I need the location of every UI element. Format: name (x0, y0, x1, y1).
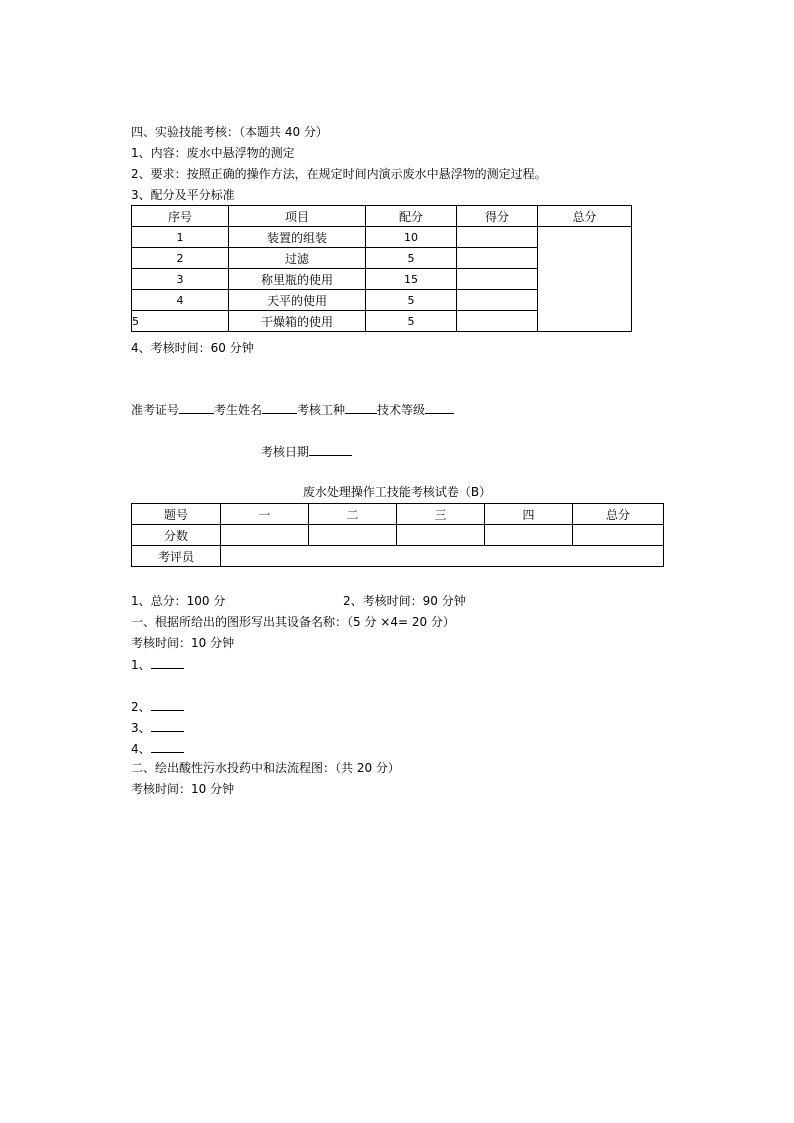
row-points: 10 (366, 227, 457, 248)
header-points: 配分 (366, 206, 457, 227)
answer-blank[interactable] (151, 656, 184, 669)
q1-blank-4 (131, 740, 184, 757)
row-seq: 1 (132, 227, 229, 248)
score-cell (573, 525, 664, 546)
row-item: 装置的组装 (229, 227, 366, 248)
row-grader-label: 考评员 (132, 546, 221, 567)
header-question-no: 题号 (132, 504, 221, 525)
name-label: 考生姓名 (214, 403, 263, 417)
score-cell (221, 525, 309, 546)
grade-blank[interactable] (425, 401, 454, 414)
header-total: 总分 (573, 504, 664, 525)
row-item: 干燥箱的使用 (229, 311, 366, 332)
exam-table-header (132, 504, 664, 525)
grader-cell (221, 546, 664, 567)
row-seq: 4 (132, 290, 229, 311)
row-seq: 3 (132, 269, 229, 290)
header-q4: 四 (485, 504, 573, 525)
section4-requirement: 2、要求：按照正确的操作方法，在规定时间内演示废水中悬浮物的测定过程。 (131, 167, 547, 181)
table-row (132, 525, 664, 546)
q1-time: 考核时间：10 分钟 (131, 636, 235, 650)
row-score-label: 分数 (132, 525, 221, 546)
grade-label: 技术等级 (377, 403, 426, 417)
section4-scoring-label: 3、配分及平分标准 (131, 188, 235, 202)
answer-blank[interactable] (151, 719, 184, 732)
total-time-line: 2、考核时间：90 分钟 (343, 594, 466, 608)
row-points: 5 (366, 290, 457, 311)
header-item: 项目 (229, 206, 366, 227)
answer-blank[interactable] (151, 740, 184, 753)
header-q1: 一 (221, 504, 309, 525)
table-row (132, 546, 664, 567)
row-points: 5 (366, 311, 457, 332)
header-q3: 三 (397, 504, 485, 525)
total-score-cell (538, 227, 632, 332)
row-score-cell (457, 269, 538, 290)
section4-content: 1、内容：废水中悬浮物的测定 (131, 146, 295, 160)
header-total: 总分 (538, 206, 632, 227)
header-score: 得分 (457, 206, 538, 227)
blank-number: 4、 (131, 742, 151, 756)
candidate-info-line (131, 401, 454, 418)
row-score-cell (457, 248, 538, 269)
q1-title: 一、根据所给出的图形写出其设备名称：（5 分 ×4= 20 分） (131, 615, 455, 629)
score-cell (309, 525, 397, 546)
exam-title: 废水处理操作工技能考核试卷（B） (302, 485, 492, 499)
section4-title: 四、实验技能考核：（本题共 40 分） (131, 125, 328, 139)
exam-date-line (261, 443, 352, 460)
header-q2: 二 (309, 504, 397, 525)
section4-time: 4、考核时间：60 分钟 (131, 341, 254, 355)
row-score-cell (457, 227, 538, 248)
name-blank[interactable] (262, 401, 297, 414)
q2-title: 二、绘出酸性污水投药中和法流程图：（共 20 分） (131, 761, 400, 775)
row-item: 称里瓶的使用 (229, 269, 366, 290)
row-item: 过滤 (229, 248, 366, 269)
q2-time: 考核时间：10 分钟 (131, 782, 235, 796)
score-cell (485, 525, 573, 546)
row-item: 天平的使用 (229, 290, 366, 311)
scoring-table (131, 205, 632, 332)
blank-number: 1、 (131, 658, 151, 672)
row-points: 15 (366, 269, 457, 290)
q1-blank-3 (131, 719, 184, 736)
row-score-cell (457, 290, 538, 311)
q1-blank-1 (131, 656, 184, 673)
q1-blank-2 (131, 698, 184, 715)
row-score-cell (457, 311, 538, 332)
score-cell (397, 525, 485, 546)
scoring-table-header (132, 206, 632, 227)
row-points: 5 (366, 248, 457, 269)
exam-score-table (131, 503, 664, 567)
trade-blank[interactable] (345, 401, 377, 414)
blank-number: 3、 (131, 721, 151, 735)
date-blank[interactable] (309, 443, 352, 456)
trade-label: 考核工种 (297, 403, 346, 417)
blank-number: 2、 (131, 700, 151, 714)
admission-label: 准考证号 (131, 403, 180, 417)
answer-blank[interactable] (151, 698, 184, 711)
row-seq: 2 (132, 248, 229, 269)
header-seq: 序号 (132, 206, 229, 227)
total-score-line: 1、总分：100 分 (131, 594, 226, 608)
date-label: 考核日期 (261, 445, 310, 459)
admission-blank[interactable] (179, 401, 214, 414)
row-seq: 5 (132, 311, 229, 332)
table-row (132, 227, 632, 248)
